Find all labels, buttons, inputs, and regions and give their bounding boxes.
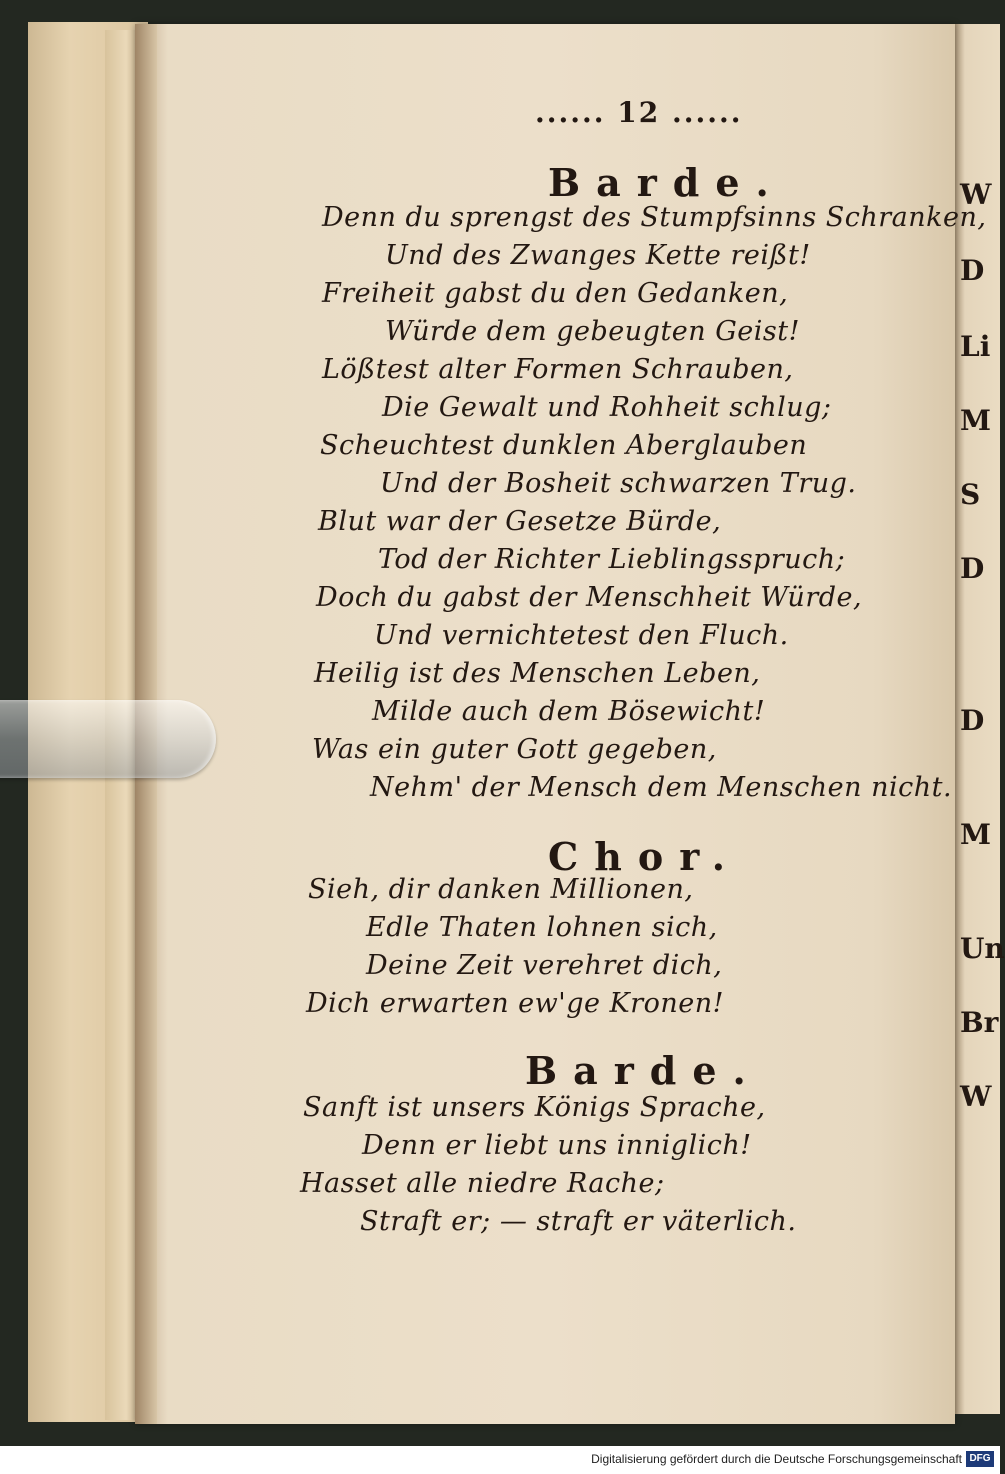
verse-line: Milde auch dem Bösewicht! bbox=[372, 696, 766, 727]
facing-page-fragment: D bbox=[960, 254, 985, 287]
verse-line: Heilig ist des Menschen Leben, bbox=[314, 658, 761, 689]
section-heading-barde-2: Barde. bbox=[525, 1048, 762, 1093]
verse-line: Und des Zwanges Kette reißt! bbox=[385, 240, 811, 271]
verse-line: Nehm' der Mensch dem Menschen nicht. bbox=[370, 772, 953, 803]
verse-line: Denn er liebt uns inniglich! bbox=[362, 1130, 752, 1161]
facing-page-fragment: D bbox=[960, 704, 985, 737]
verse-line: Doch du gabst der Menschheit Würde, bbox=[316, 582, 863, 613]
verse-line: Deine Zeit verehret dich, bbox=[366, 950, 723, 981]
verse-line: Sanft ist unsers Königs Sprache, bbox=[303, 1092, 766, 1123]
verse-line: Denn du sprengst des Stumpfsinns Schranken, bbox=[322, 202, 987, 233]
facing-page-fragment: M bbox=[960, 818, 991, 851]
facing-page-fragment: W bbox=[960, 178, 992, 211]
glass-page-holder bbox=[0, 700, 216, 778]
verse-line: Hasset alle niedre Rache; bbox=[300, 1168, 665, 1199]
verse-line: Und vernichtetest den Fluch. bbox=[374, 620, 789, 651]
verse-line: Scheuchtest dunklen Aberglauben bbox=[320, 430, 808, 461]
verse-line: Freiheit gabst du den Gedanken, bbox=[322, 278, 789, 309]
footer-bar bbox=[0, 1446, 1000, 1474]
facing-page-fragment: Br bbox=[960, 1006, 999, 1039]
verse-line: Dich erwarten ew'ge Kronen! bbox=[306, 988, 724, 1019]
facing-page-fragment: W bbox=[960, 1080, 992, 1113]
verse-line: Sieh, dir danken Millionen, bbox=[308, 874, 694, 905]
verse-line: Blut war der Gesetze Bürde, bbox=[318, 506, 722, 537]
verse-line: Würde dem gebeugten Geist! bbox=[385, 316, 800, 347]
verse-line: Lößtest alter Formen Schrauben, bbox=[322, 354, 794, 385]
page-number: ...... 12 ...... bbox=[535, 96, 743, 129]
verse-line: Und der Bosheit schwarzen Trug. bbox=[380, 468, 857, 499]
dfg-logo: DFG bbox=[966, 1451, 994, 1467]
section-heading-barde: Barde. bbox=[548, 160, 785, 205]
footer-credit: Digitalisierung gefördert durch die Deutsche Forschungsgemeinschaft bbox=[591, 1452, 962, 1466]
verse-line: Was ein guter Gott gegeben, bbox=[312, 734, 717, 765]
facing-page-fragment: M bbox=[960, 404, 991, 437]
facing-page-fragment: Li bbox=[960, 330, 991, 363]
facing-page-fragment: D bbox=[960, 552, 985, 585]
verse-line: Edle Thaten lohnen sich, bbox=[366, 912, 718, 943]
verse-line: Straft er; — straft er väterlich. bbox=[360, 1206, 797, 1237]
verse-line: Die Gewalt und Rohheit schlug; bbox=[382, 392, 832, 423]
facing-page-fragment: Un bbox=[960, 932, 1005, 965]
facing-page-fragment: S bbox=[960, 478, 981, 511]
section-heading-chor: Chor. bbox=[548, 834, 741, 879]
verse-line: Tod der Richter Lieblingsspruch; bbox=[378, 544, 846, 575]
